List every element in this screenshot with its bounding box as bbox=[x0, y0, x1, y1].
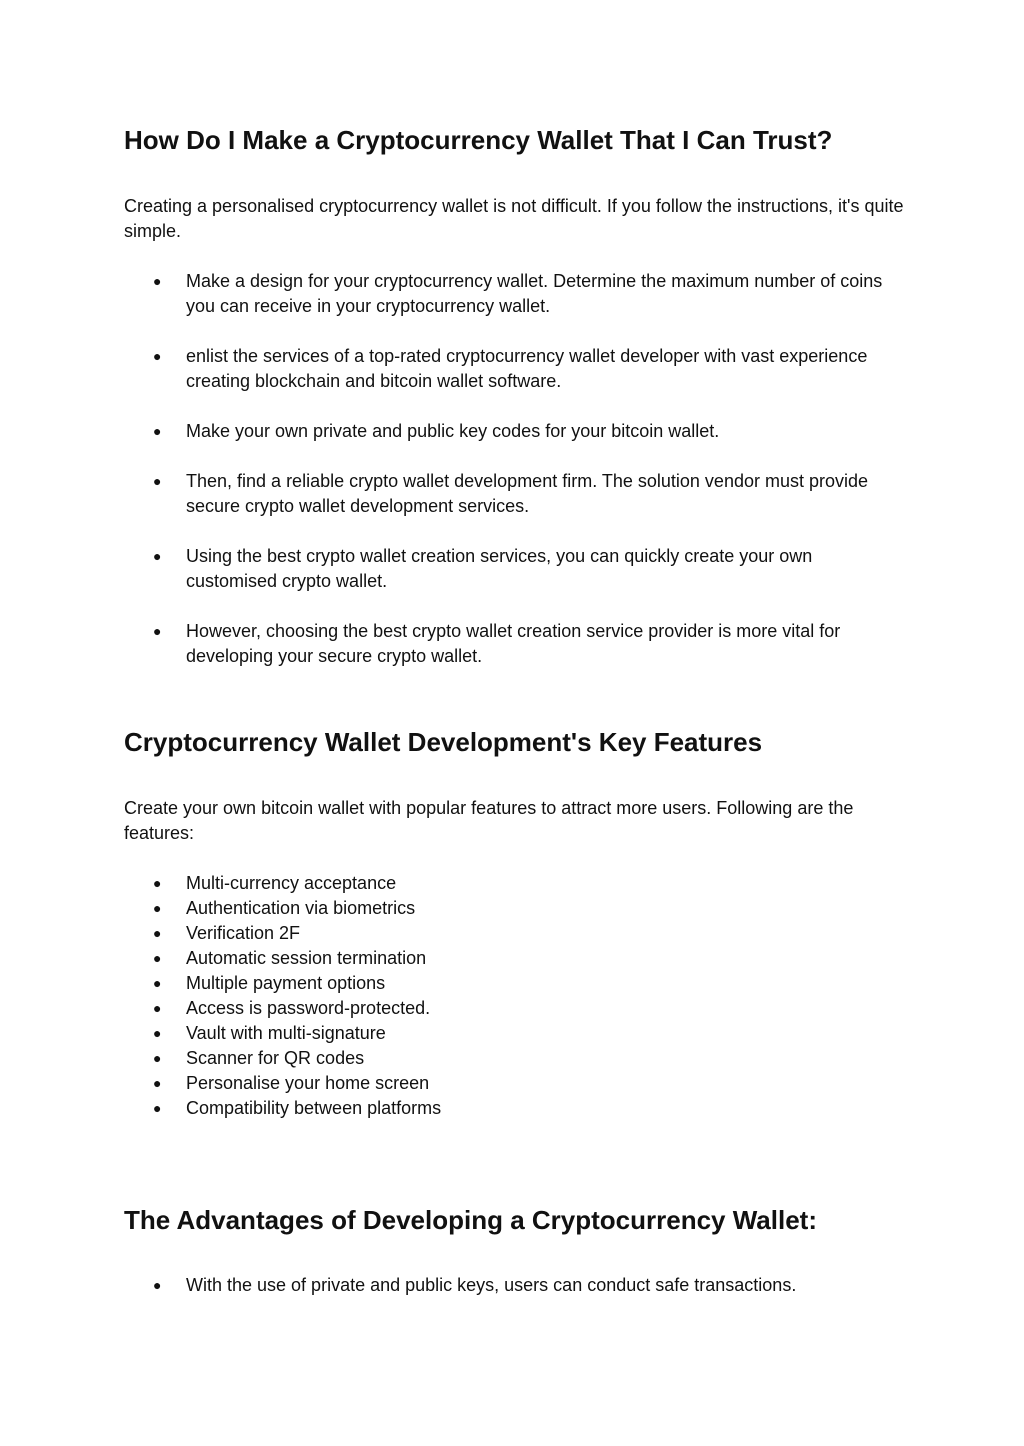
list-item: ● Access is password-protected. bbox=[0, 996, 886, 1021]
section3-heading: The Advantages of Developing a Cryptocurrency Wallet: bbox=[124, 1205, 817, 1235]
section3-list bbox=[0, 1273, 886, 1298]
bullet-icon: ● bbox=[153, 950, 162, 966]
list-item: ● Multi-currency acceptance bbox=[0, 871, 886, 896]
bullet-icon: ● bbox=[153, 875, 162, 891]
list-item: ● Using the best crypto wallet creation services, you can quickly create your own customised crypto wallet. bbox=[153, 546, 813, 591]
bullet-icon: ● bbox=[153, 473, 162, 489]
bullet-icon: ● bbox=[153, 348, 162, 364]
bullet-icon: ● bbox=[153, 1000, 162, 1016]
bullet-icon: ● bbox=[153, 1100, 162, 1116]
list-item: ● Automatic session termination bbox=[0, 946, 886, 971]
list-item: ● However, choosing the best crypto wallet creation service provider is more vital for developing your secure crypto wallet. bbox=[153, 621, 841, 666]
bullet-icon: ● bbox=[153, 1075, 162, 1091]
list-item: ● Multiple payment options bbox=[0, 971, 886, 996]
bullet-icon: ● bbox=[153, 1277, 162, 1293]
section2-list bbox=[0, 871, 886, 1121]
list-item: ● Make your own private and public key codes for your bitcoin wallet. bbox=[0, 419, 886, 444]
bullet-icon: ● bbox=[153, 975, 162, 991]
bullet-icon: ● bbox=[153, 623, 162, 639]
list-item: ● Vault with multi-signature bbox=[0, 1021, 886, 1046]
section1-heading: How Do I Make a Cryptocurrency Wallet That I Can Trust? bbox=[124, 125, 833, 155]
bullet-icon: ● bbox=[153, 273, 162, 289]
bullet-icon: ● bbox=[153, 423, 162, 439]
bullet-icon: ● bbox=[153, 925, 162, 941]
list-item: ● Personalise your home screen bbox=[0, 1071, 886, 1096]
list-item: ● With the use of private and public keys, users can conduct safe transactions. bbox=[0, 1273, 886, 1298]
section1-intro: Creating a personalised cryptocurrency wallet is not difficult. If you follow the instructions, it's quite simple. bbox=[124, 196, 904, 241]
list-item: ● Authentication via biometrics bbox=[0, 896, 886, 921]
section2-intro: Create your own bitcoin wallet with popular features to attract more users. Following are the features: bbox=[124, 798, 854, 843]
list-item: ● Make a design for your cryptocurrency wallet. Determine the maximum number of coins you can receive in your cryptocurrency wallet. bbox=[153, 271, 883, 316]
bullet-icon: ● bbox=[153, 1050, 162, 1066]
list-item: ● Verification 2F bbox=[0, 921, 886, 946]
section2-heading: Cryptocurrency Wallet Development's Key Features bbox=[124, 727, 763, 757]
list-item: ● enlist the services of a top-rated cryptocurrency wallet developer with vast experience creating blockchain and bitcoin wallet software. bbox=[153, 346, 868, 391]
bullet-icon: ● bbox=[153, 548, 162, 564]
list-item: ● Compatibility between platforms bbox=[0, 1096, 886, 1121]
list-item: ● Scanner for QR codes bbox=[0, 1046, 886, 1071]
section1-list bbox=[0, 269, 886, 694]
list-item: ● Then, find a reliable crypto wallet development firm. The solution vendor must provide secure crypto wallet development services. bbox=[153, 471, 869, 516]
bullet-icon: ● bbox=[153, 1025, 162, 1041]
bullet-icon: ● bbox=[153, 900, 162, 916]
